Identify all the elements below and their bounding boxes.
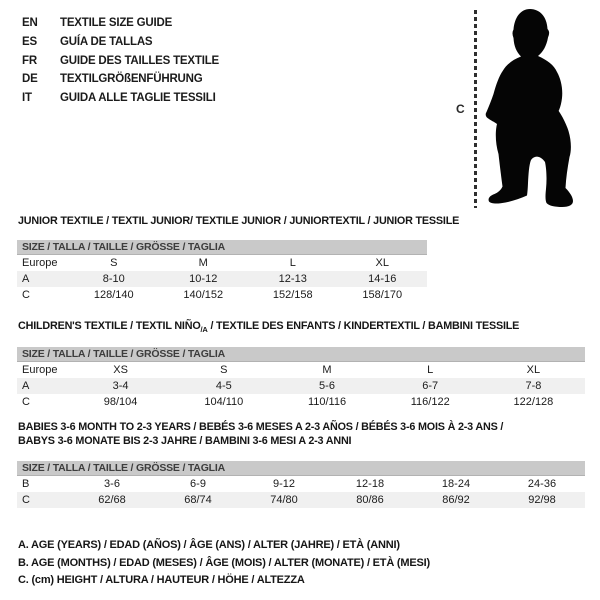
- table-cell: XL: [526, 364, 541, 376]
- table-cell: 158/170: [362, 289, 403, 301]
- table-cell: M: [322, 364, 332, 376]
- table-cell: 68/74: [184, 494, 212, 506]
- table-cell: 104/110: [204, 396, 244, 408]
- table-cell: 62/68: [98, 494, 126, 506]
- language-row: [22, 14, 219, 33]
- table-cell: 6-7: [422, 380, 439, 392]
- language-title: GUÍA DE TALLAS: [60, 36, 153, 49]
- table-row: [17, 378, 585, 394]
- table-cell: 110/116: [307, 396, 347, 408]
- language-code: ES: [22, 36, 37, 49]
- table-row: [17, 492, 585, 508]
- height-measure-label: C: [456, 102, 465, 116]
- language-code: FR: [22, 54, 37, 67]
- size-header-label: SIZE / TALLA / TAILLE / GRÖSSE / TAGLIA: [22, 241, 225, 253]
- table-cell: 140/152: [183, 289, 224, 301]
- table-cell: 3-4: [112, 380, 129, 392]
- row-label: A: [22, 273, 30, 285]
- table-cell: 3-6: [104, 478, 120, 490]
- table-header-bar: [17, 347, 585, 362]
- table-header-bar: [17, 461, 585, 476]
- table-row: [17, 476, 585, 492]
- table-cell: 6-9: [190, 478, 206, 490]
- table-cell: 80/86: [356, 494, 384, 506]
- table-row: [17, 255, 427, 271]
- language-header: [22, 14, 219, 107]
- table-cell: 7-8: [525, 380, 542, 392]
- footnote-b: B. AGE (MONTHS) / EDAD (MESES) / ÂGE (MOIS) / ALTER (MONATE) / ETÀ (MESI): [18, 556, 430, 569]
- table-cell: S: [110, 257, 118, 269]
- row-label: C: [22, 494, 30, 506]
- section-title-babies: [18, 421, 503, 448]
- table-cell: L: [289, 257, 296, 269]
- table-cell: 4-5: [215, 380, 232, 392]
- language-title: GUIDA ALLE TAGLIE TESSILI: [60, 92, 216, 105]
- table-cell: 5-6: [319, 380, 335, 392]
- language-row: [22, 33, 219, 52]
- row-label: Europe: [22, 257, 58, 269]
- table-cell: 98/104: [103, 396, 138, 408]
- table-cell: 116/122: [410, 396, 450, 408]
- section-title-subscript: /A: [200, 325, 208, 335]
- language-title: GUIDE DES TAILLES TEXTILE: [60, 54, 219, 67]
- section-title-line2: BABYS 3-6 MONATE BIS 2-3 JAHRE / BAMBINI 3-6 MESI A 2-3 ANNI: [18, 434, 352, 447]
- table-cell: 128/140: [93, 289, 134, 301]
- table-cell: 10-12: [189, 273, 218, 285]
- table-row: [17, 271, 427, 287]
- table-cell: 8-10: [102, 273, 125, 285]
- section-title-text: JUNIOR TEXTILE / TEXTIL JUNIOR/ TEXTILE JUNIOR / JUNIORTEXTIL / JUNIOR TESSILE: [18, 215, 460, 227]
- table-cell: L: [427, 364, 434, 376]
- language-title: TEXTILGRÖßENFÜHRUNG: [60, 73, 203, 86]
- babies-size-table: [17, 461, 585, 508]
- section-title-children: [18, 320, 519, 337]
- table-cell: 152/158: [272, 289, 313, 301]
- baby-silhouette-icon: [483, 6, 583, 211]
- footnote-c: C. (cm) HEIGHT / ALTURA / HAUTEUR / HÖHE / ALTEZZA: [18, 574, 305, 586]
- section-title-text: CHILDREN'S TEXTILE / TEXTIL NIÑO: [18, 320, 201, 332]
- language-row: [22, 51, 219, 70]
- section-title-line1: BABIES 3-6 MONTH TO 2-3 YEARS / BEBÉS 3-6 MESES A 2-3 AÑOS / BÉBÉS 3-6 MOIS À 2-3 ANS /: [18, 421, 504, 433]
- table-cell: 14-16: [368, 273, 397, 285]
- table-cell: 24-36: [527, 478, 557, 490]
- table-cell: 12-13: [278, 273, 307, 285]
- table-cell: 18-24: [441, 478, 471, 490]
- table-cell: 74/80: [270, 494, 298, 506]
- row-label: A: [22, 380, 30, 392]
- table-row: [17, 287, 427, 303]
- section-title-junior: [18, 215, 459, 229]
- language-code: DE: [22, 73, 38, 86]
- language-code: EN: [22, 17, 38, 30]
- table-row: [17, 394, 585, 410]
- section-title-text: / TEXTILE DES ENFANTS / KINDERTEXTIL / BAMBINI TESSILE: [207, 320, 520, 332]
- table-row: [17, 362, 585, 378]
- footnote-a: A. AGE (YEARS) / EDAD (AÑOS) / ÂGE (ANS) / ALTER (JAHRE) / ETÀ (ANNI): [18, 539, 400, 551]
- table-header-bar: [17, 240, 427, 255]
- language-title: TEXTILE SIZE GUIDE: [60, 17, 173, 30]
- table-cell: 9-12: [272, 478, 296, 490]
- row-label: Europe: [22, 364, 58, 376]
- size-header-label: SIZE / TALLA / TAILLE / GRÖSSE / TAGLIA: [22, 348, 225, 360]
- table-cell: M: [198, 257, 208, 269]
- junior-size-table: [17, 240, 427, 303]
- legend-footnotes: [18, 537, 430, 590]
- table-cell: XS: [113, 364, 128, 376]
- row-label: B: [22, 478, 30, 490]
- table-cell: S: [220, 364, 228, 376]
- language-row: [22, 89, 219, 108]
- children-size-table: [17, 347, 585, 410]
- height-measure-dashed-line: [474, 10, 477, 208]
- table-cell: 12-18: [355, 478, 385, 490]
- table-cell: 92/98: [528, 494, 556, 506]
- table-cell: 122/128: [513, 396, 554, 408]
- table-cell: XL: [375, 257, 389, 269]
- size-header-label: SIZE / TALLA / TAILLE / GRÖSSE / TAGLIA: [22, 462, 225, 474]
- table-cell: 86/92: [442, 494, 470, 506]
- language-row: [22, 70, 219, 89]
- row-label: C: [22, 289, 30, 301]
- language-code: IT: [22, 92, 32, 105]
- row-label: C: [22, 396, 30, 408]
